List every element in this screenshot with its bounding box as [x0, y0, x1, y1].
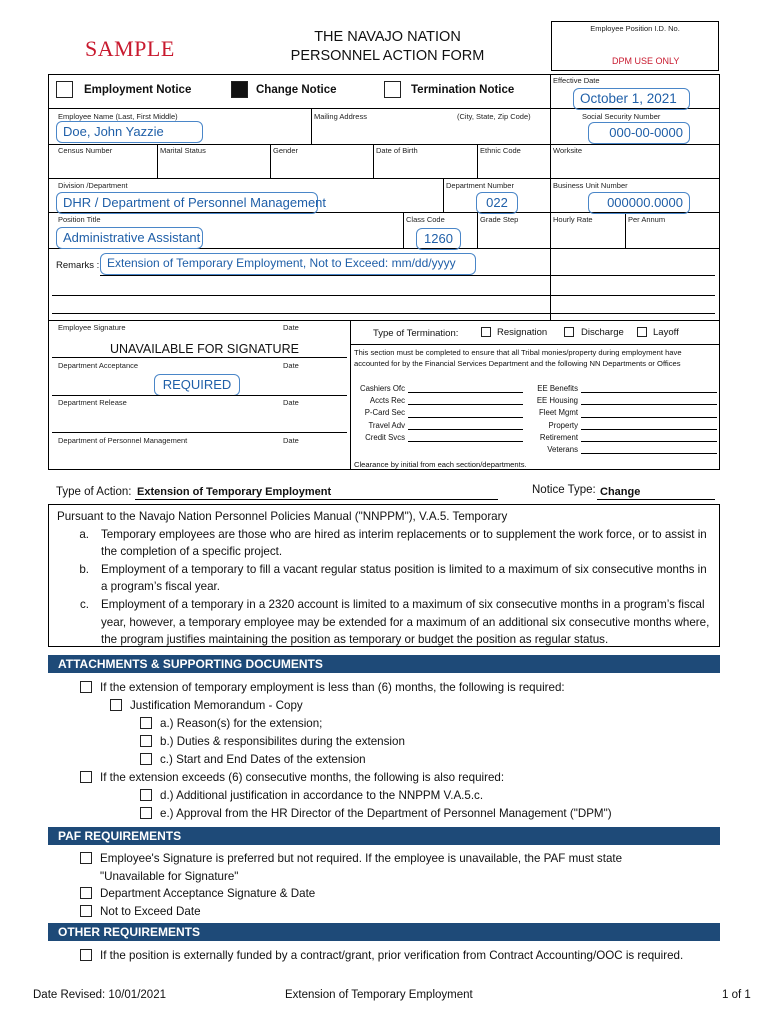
- justification-label: d.) Additional justification in accordance to the NNPPM V.A.5.c.: [160, 789, 484, 802]
- footer-title: Extension of Temporary Employment: [285, 989, 473, 1001]
- date-of-birth-label: Date of Birth: [376, 146, 418, 155]
- clearance-item: Accts Rec: [369, 396, 405, 406]
- paf-signature-label: Employee's Signature is preferred but not required. If the employee is unavailable, the PAF must state "Unavailable for Signature": [100, 852, 623, 883]
- memo-label: Justification Memorandum - Copy: [130, 699, 303, 712]
- discharge-checkbox[interactable]: [564, 327, 574, 337]
- paf-nte-label: Not to Exceed Date: [100, 905, 201, 918]
- employee-signature-value[interactable]: UNAVAILABLE FOR SIGNATURE: [110, 342, 299, 356]
- worksite-label: Worksite: [553, 146, 583, 155]
- less-than-six-checkbox[interactable]: [80, 681, 92, 693]
- paf-acceptance-label: Department Acceptance Signature & Date: [100, 887, 316, 900]
- footer-date-revised: Date Revised: 10/01/2021: [33, 989, 166, 1001]
- paf-signature-checkbox[interactable]: [80, 852, 92, 864]
- employee-name-field[interactable]: Doe, John Yazzie: [56, 121, 203, 143]
- attachment-b: [140, 733, 405, 751]
- policy-item: [57, 561, 711, 596]
- change-notice-checkbox[interactable]: [231, 81, 248, 98]
- employee-signature-label: Employee Signature: [58, 323, 126, 332]
- paf-heading: PAF REQUIREMENTS: [48, 827, 720, 845]
- less-than-six-label: If the extension of temporary employment is less than (6) months, the following is required:: [100, 681, 565, 694]
- mailing-address-label: Mailing Address: [314, 112, 367, 121]
- attachment-e: [140, 805, 612, 823]
- dates-label: c.) Start and End Dates of the extension: [160, 753, 366, 766]
- discharge-label: Discharge: [581, 327, 624, 338]
- department-release-label: Department Release: [58, 398, 127, 407]
- type-of-action-value[interactable]: Extension of Temporary Employment: [135, 486, 498, 500]
- grade-step-label: Grade Step: [480, 215, 519, 224]
- position-id-label: Employee Position I.D. No.: [590, 24, 680, 33]
- paf-item: [80, 885, 315, 903]
- class-code-label: Class Code: [406, 215, 445, 224]
- approval-label: e.) Approval from the HR Director of the Department of Personnel Management ("DPM"): [160, 807, 612, 820]
- termination-notice-label: Termination Notice: [411, 84, 515, 96]
- footer-page: 1 of 1: [722, 989, 751, 1001]
- clearance-item: EE Benefits: [537, 384, 578, 393]
- department-number-label: Department Number: [446, 181, 514, 190]
- city-state-zip-label: (City, State, Zip Code): [457, 112, 531, 121]
- title-line-2: PERSONNEL ACTION FORM: [290, 48, 485, 64]
- division-field[interactable]: DHR / Department of Personnel Management: [56, 192, 318, 214]
- ssn-field[interactable]: 000-00-0000: [588, 122, 690, 144]
- policy-marker: c.: [79, 597, 89, 611]
- sample-watermark: SAMPLE: [85, 36, 175, 61]
- employment-notice-label: Employment Notice: [84, 84, 192, 96]
- marital-status-label: Marital Status: [160, 146, 206, 155]
- department-acceptance-label: Department Acceptance: [58, 361, 139, 370]
- position-title-label: Position Title: [58, 215, 101, 224]
- department-acceptance-field[interactable]: REQUIRED: [154, 374, 240, 396]
- employee-name-label: Employee Name (Last, First Middle): [58, 112, 178, 121]
- type-of-action-label: Type of Action:: [56, 486, 132, 498]
- resignation-checkbox[interactable]: [481, 327, 491, 337]
- clearance-item: EE Housing: [536, 396, 578, 406]
- clearance-item: Retirement: [539, 432, 578, 442]
- clearance-item: P-Card Sec: [364, 408, 405, 418]
- dpm-date-label: Date: [283, 436, 299, 445]
- exceeds-six-label: If the extension exceeds (6) consecutive months, the following is also required:: [100, 771, 505, 784]
- other-item: [80, 947, 683, 965]
- remarks-label: Remarks :: [56, 260, 100, 271]
- justification-checkbox[interactable]: [140, 789, 152, 801]
- approval-checkbox[interactable]: [140, 807, 152, 819]
- termination-type-label: Type of Termination:: [373, 328, 459, 339]
- attachment-a: [140, 715, 322, 733]
- policy-intro: Pursuant to the Navajo Nation Personnel Policies Manual ("NNPPM"), V.A.5. Temporary: [57, 510, 508, 523]
- duties-checkbox[interactable]: [140, 735, 152, 747]
- policy-text: Employment of a temporary in a 2320 account is limited to a maximum of six consecutive months in a program’s fiscal year, however, a temporary employee may be extended for a maximum of an additional six consecutive months where, the program justifies maintaining the position as temporary or budget the position as regular status.: [101, 597, 710, 647]
- business-unit-field[interactable]: 000000.0000: [588, 192, 690, 214]
- notice-type-value[interactable]: Change: [597, 486, 715, 500]
- ssn-label: Social Security Number: [582, 112, 661, 121]
- effective-date-label: Effective Date: [553, 76, 600, 85]
- clearance-item: Fleet Mgmt: [539, 408, 578, 418]
- layoff-label: Layoff: [653, 327, 679, 338]
- duties-label: b.) Duties & responsibilites during the extension: [160, 735, 405, 748]
- form-title: [250, 28, 525, 66]
- paf-item: [80, 903, 201, 921]
- clearance-left-list: [353, 383, 523, 444]
- reason-checkbox[interactable]: [140, 717, 152, 729]
- dates-checkbox[interactable]: [140, 753, 152, 765]
- department-number-field[interactable]: 022: [476, 192, 518, 214]
- remarks-field[interactable]: Extension of Temporary Employment, Not to Exceed: mm/dd/yyyy: [100, 253, 476, 275]
- acceptance-date-label: Date: [283, 361, 299, 370]
- attachment-c: [140, 751, 366, 769]
- dpm-signature-label: Department of Personnel Management: [58, 436, 188, 445]
- clearance-item: Veterans: [547, 445, 578, 455]
- clearance-right-list: [525, 383, 717, 456]
- paf-acceptance-checkbox[interactable]: [80, 887, 92, 899]
- per-annum-label: Per Annum: [628, 215, 666, 224]
- business-unit-label: Business Unit Number: [553, 181, 628, 190]
- release-date-label: Date: [283, 398, 299, 407]
- clearance-item: Travel Adv: [368, 420, 405, 430]
- attachment-exceeds-six: [80, 769, 504, 787]
- policy-item: [57, 526, 711, 561]
- attachment-less-than-six: [80, 679, 565, 697]
- attachment-d: [140, 787, 483, 805]
- ethnic-code-label: Ethnic Code: [480, 146, 521, 155]
- employment-notice-checkbox[interactable]: [56, 81, 73, 98]
- effective-date-field[interactable]: October 1, 2021: [573, 88, 690, 110]
- hourly-rate-label: Hourly Rate: [553, 215, 593, 224]
- policy-text: Employment of a temporary to fill a vacant regular status position is limited to a maximum of six consecutive months in a program’s fiscal year.: [101, 562, 707, 594]
- attachments-heading: ATTACHMENTS & SUPPORTING DOCUMENTS: [48, 655, 720, 673]
- notice-type-label: Notice Type:: [532, 484, 596, 496]
- other-funding-checkbox[interactable]: [80, 949, 92, 961]
- policy-marker: a.: [79, 527, 89, 541]
- census-number-label: Census Number: [58, 146, 113, 155]
- policy-box: [48, 504, 720, 647]
- gender-label: Gender: [273, 146, 299, 155]
- clearance-note: Clearance by initial from each section/departments.: [354, 460, 527, 469]
- dpm-use-only: DPM USE ONLY: [612, 56, 680, 66]
- title-line-1: THE NAVAJO NATION: [314, 29, 461, 45]
- policy-text: Temporary employees are those who are hired as interim replacements or to supplement the work force, or to assist in the completion of a specific project.: [101, 527, 707, 559]
- other-funding-label: If the position is externally funded by a contract/grant, prior verification from Contract Accounting/OOC is required.: [100, 949, 684, 962]
- termination-notice-checkbox[interactable]: [384, 81, 401, 98]
- employee-signature-date-label: Date: [283, 323, 299, 332]
- position-title-field[interactable]: Administrative Assistant: [56, 227, 203, 249]
- change-notice-label: Change Notice: [256, 84, 337, 96]
- position-id-box[interactable]: [551, 21, 719, 71]
- layoff-checkbox[interactable]: [637, 327, 647, 337]
- paf-nte-checkbox[interactable]: [80, 905, 92, 917]
- termination-instructions: This section must be completed to ensure that all Tribal monies/property during employment have accounted for by the Financial Services Department and the following NN Departments or Offices: [354, 348, 682, 368]
- exceeds-six-checkbox[interactable]: [80, 771, 92, 783]
- clearance-item: Cashiers Ofc: [359, 384, 405, 393]
- clearance-item: Credit Svcs: [365, 432, 405, 442]
- paf-item: [80, 850, 680, 885]
- other-heading: OTHER REQUIREMENTS: [48, 923, 720, 941]
- policy-marker: b.: [79, 562, 89, 576]
- division-label: Division /Department: [58, 181, 128, 190]
- policy-item: [57, 596, 711, 649]
- reason-label: a.) Reason(s) for the extension;: [160, 717, 323, 730]
- resignation-label: Resignation: [497, 327, 548, 338]
- memo-checkbox[interactable]: [110, 699, 122, 711]
- clearance-item: Property: [548, 420, 578, 430]
- class-code-field[interactable]: 1260: [416, 228, 461, 250]
- attachment-memo: [110, 697, 303, 715]
